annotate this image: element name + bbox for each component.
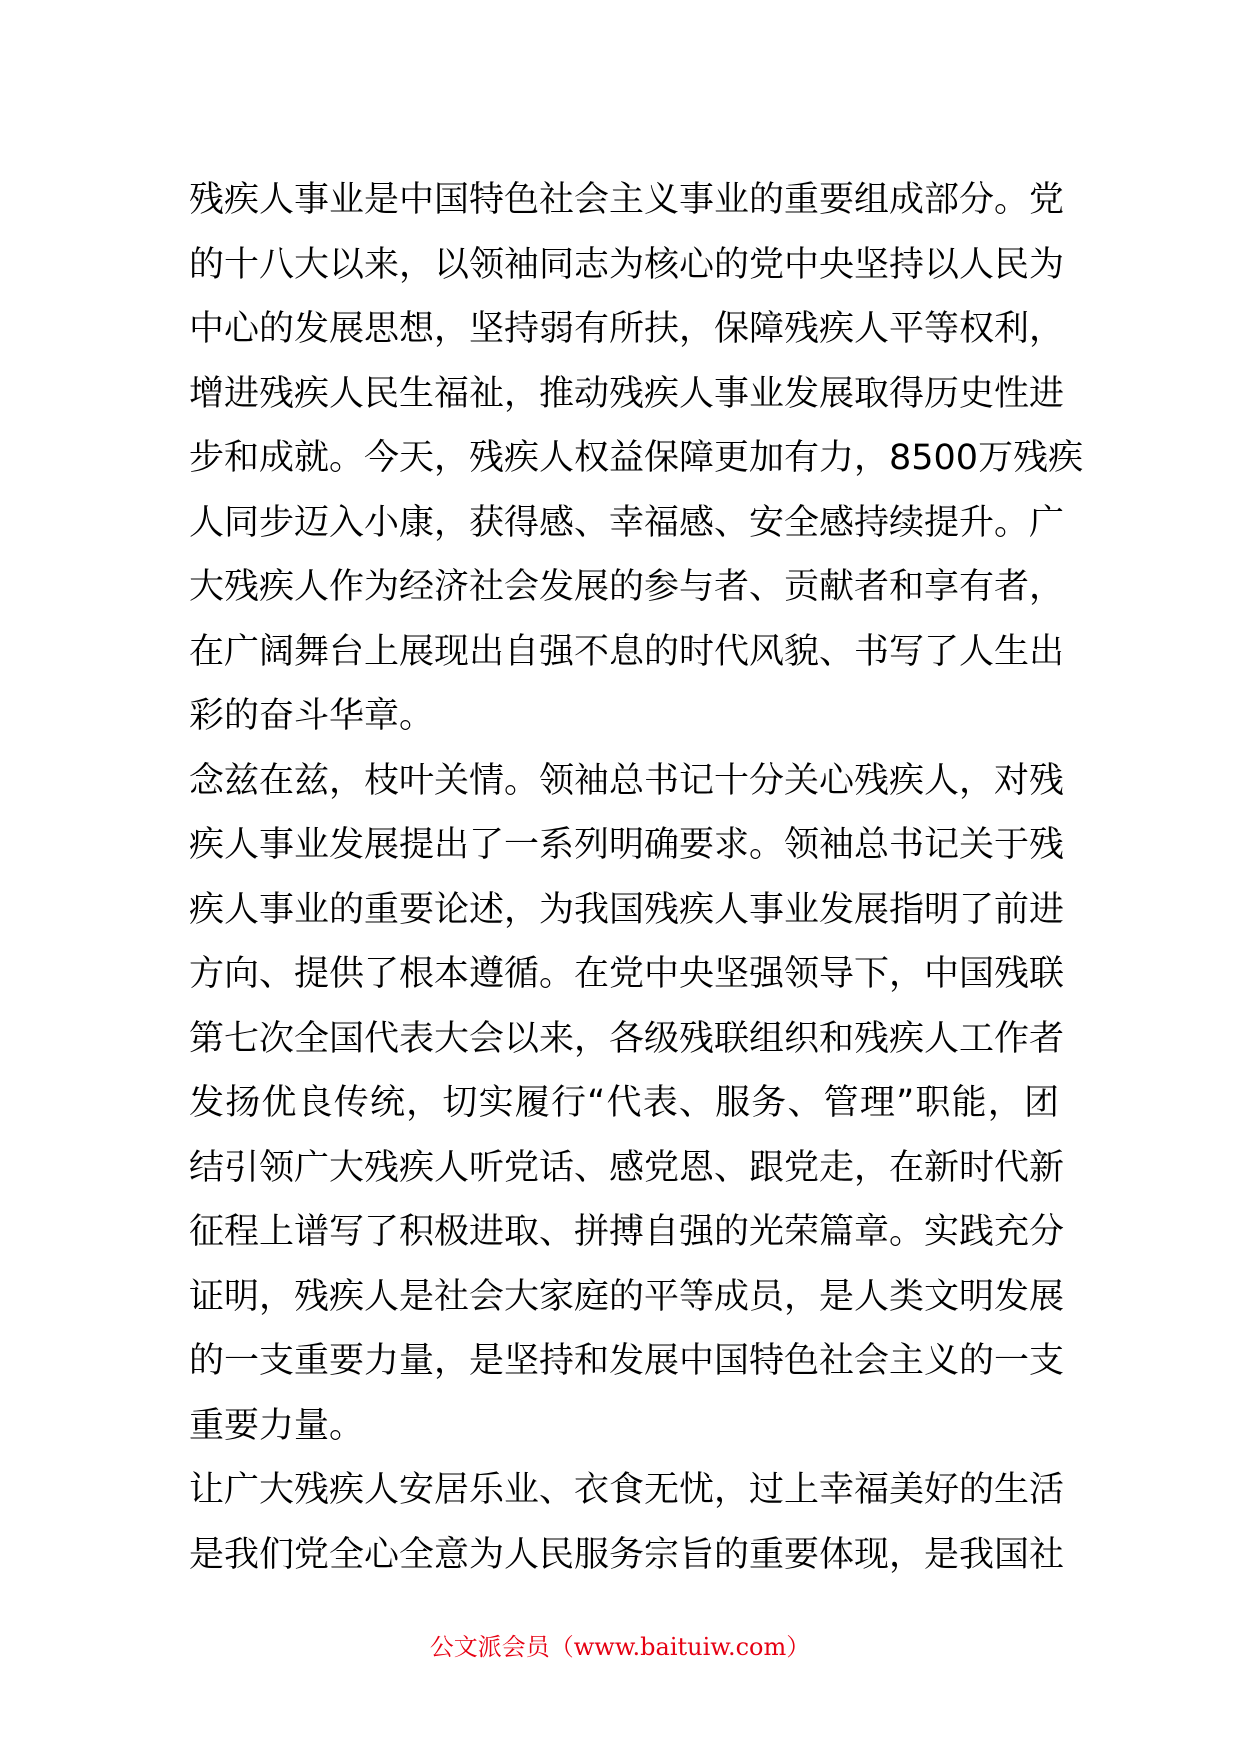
p2-line-5: 第七次全国代表大会以来，各级残联组织和残疾人工作者: [189, 1018, 1065, 1059]
p1-line-4: 增进残疾人民生福祉，推动残疾人事业发展取得历史性进: [189, 373, 1065, 414]
footer-watermark: 公文派会员（www.baituiw.com）: [429, 1633, 811, 1661]
p1-line-5: 步和成就。今天，残疾人权益保障更加有力，8500万残疾: [189, 438, 1084, 478]
p2-line-3: 疾人事业的重要论述，为我国残疾人事业发展指明了前进: [189, 889, 1065, 930]
p2-line-8: 征程上谱写了积极进取、拼搏自强的光荣篇章。实践充分: [189, 1212, 1065, 1252]
p2-line-10: 的一支重要力量，是坚持和发展中国特色社会主义的一支: [189, 1341, 1065, 1381]
p1-line-6: 人同步迈入小康，获得感、幸福感、安全感持续提升。广: [189, 502, 1065, 543]
p1-line-3: 中心的发展思想，坚持弱有所扶，保障残疾人平等权利，: [189, 309, 1065, 349]
p2-line-7: 结引领广大残疾人听党话、感党恩、跟党走，在新时代新: [189, 1147, 1065, 1188]
document-body: [189, 168, 1084, 1587]
p1-line-7: 大残疾人作为经济社会发展的参与者、贡献者和享有者，: [189, 567, 1065, 607]
p2-line-1: 念兹在兹，枝叶关情。领袖总书记十分关心残疾人，对残: [189, 760, 1065, 801]
p2-line-9: 证明，残疾人是社会大家庭的平等成员，是人类文明发展: [189, 1276, 1065, 1317]
p3-line-1: 让广大残疾人安居乐业、衣食无忧，过上幸福美好的生活: [189, 1470, 1065, 1510]
p3-line-2: 是我们党全心全意为人民服务宗旨的重要体现，是我国社: [189, 1534, 1065, 1575]
p2-line-2: 疾人事业发展提出了一系列明确要求。领袖总书记关于残: [189, 825, 1065, 865]
p2-line-6: 发扬优良传统，切实履行“代表、服务、管理”职能，团: [189, 1083, 1059, 1123]
p1-line-1: 残疾人事业是中国特色社会主义事业的重要组成部分。党: [189, 180, 1065, 220]
p2-line-4: 方向、提供了根本遵循。在党中央坚强领导下，中国残联: [189, 954, 1065, 994]
p1-line-8: 在广阔舞台上展现出自强不息的时代风貌、书写了人生出: [189, 631, 1065, 672]
p1-line-2: 的十八大以来，以领袖同志为核心的党中央坚持以人民为: [189, 244, 1065, 285]
p2-line-11: 重要力量。: [189, 1405, 365, 1446]
p1-line-9: 彩的奋斗华章。: [189, 696, 435, 736]
